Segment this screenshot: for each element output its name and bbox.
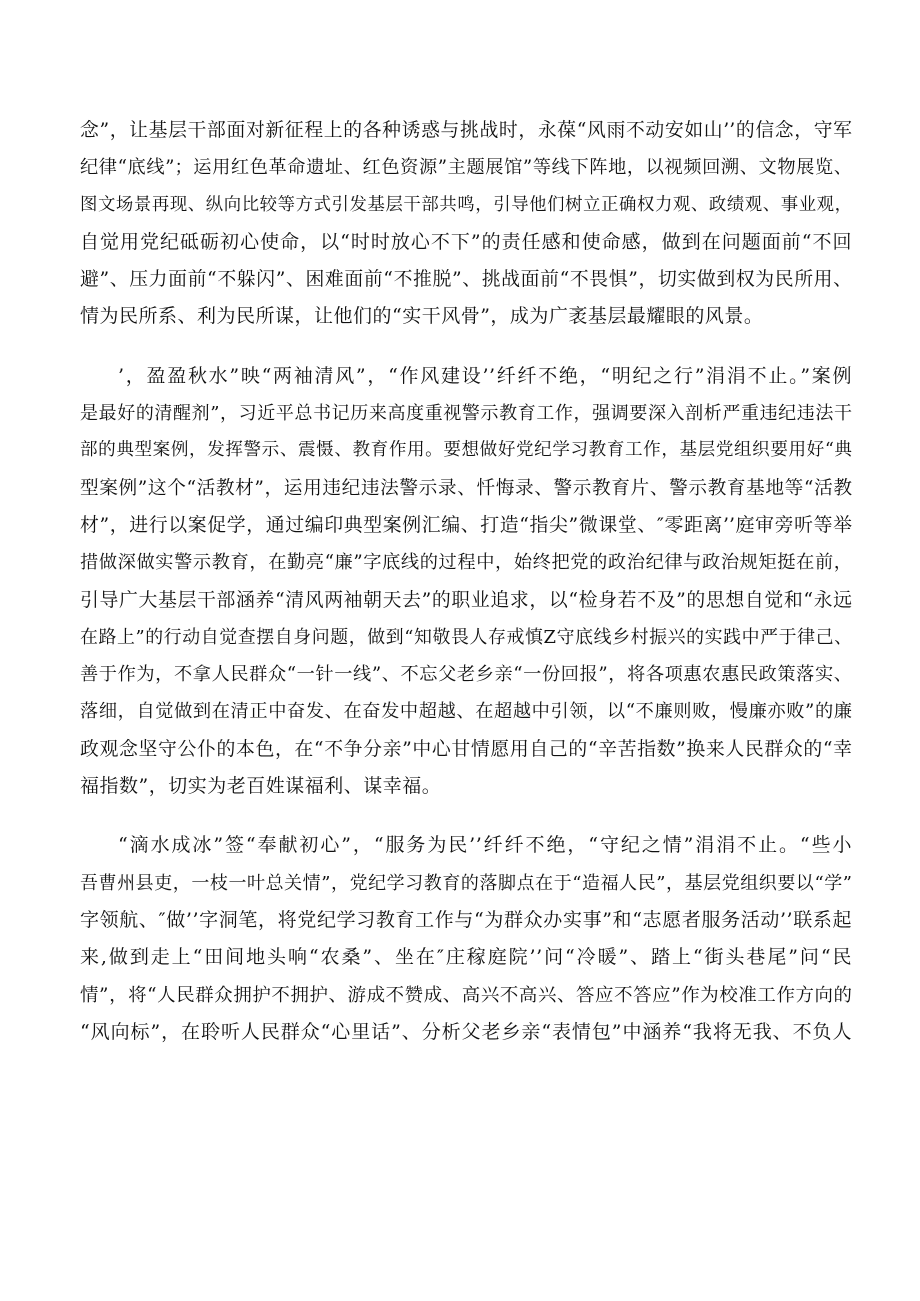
paragraph-1-line-5: 避”、压力面前“不躲闪”、困难面前“不推脱”、挑战面前“不畏惧”，切实做到权为民所用、 (80, 269, 852, 291)
paragraph-1-line-4: 自觉用党纪砥砺初心使命，以“时时放心不下”的责任感和使命感，做到在问题面前“不回 (80, 230, 852, 253)
paragraph-3-line-3: 字领航、″做’’字洞笔，将党纪学习教育工作与“为群众办实事”和“志愿者服务活动’’联系起 (80, 908, 852, 931)
paragraph-3 (80, 827, 852, 1051)
paragraph-2-line-1: ’，盈盈秋水”映“两袖清风”，“作风建设’’纤纤不绝，“明纪之行”涓涓不止。”案例 (118, 364, 852, 387)
paragraph-1-line-3: 图文场景再现、纵向比较等方式引发基层干部共鸣，引导他们树立正确权力观、政绩观、事业观， (80, 194, 852, 215)
paragraph-2-line-8: 在路上”的行动自觉查摆自身问题，做到“知敬畏人存戒慎Z守底线乡村振兴的实践中严于律己、 (80, 626, 852, 648)
paragraph-3-line-6: “风向标”，在聆听人民群众“心里话”、分析父老乡亲“表情包”中涵养“我将无我、不负人 (80, 1020, 852, 1043)
paragraph-1-line-6: 情为民所系、利为民所谋，让他们的“实干风骨”，成为广袤基层最耀眼的风景。 (80, 305, 764, 328)
paragraph-3-line-5: 情”，将“人民群众拥护不拥护、游成不赞成、高兴不高兴、答应不答应”作为校准工作方向的 (80, 984, 852, 1006)
paragraph-2-line-5: 材”，进行以案促学，通过编印典型案例汇编、打造“指尖”微课堂、″零距离’’庭审旁听等举 (80, 513, 852, 536)
paragraph-1-line-1: 念”，让基层干部面对新征程上的各种诱惑与挑战时，永葆“风雨不动安如山’’的信念，守军 (80, 120, 852, 141)
paragraph-2-line-7: 引导广大基层干部涵养“清风两袖朝天去”的职业追求，以“检身若不及”的思想自觉和“永远 (80, 588, 852, 611)
paragraph-2-line-3: 部的典型案例，发挥警示、震慑、教育作用。要想做好党纪学习教育工作，基层党组织要用好“典 (80, 440, 852, 461)
paragraph-3-line-1: “滴水成冰”签“奉献初心”，“服务为民’’纤纤不绝，“守纪之情”涓涓不止。“些小 (118, 834, 852, 857)
paragraph-3-line-4: 来,做到走上“田间地头响“农桑”、坐在″庄稼庭院’’问“冷暖”、踏上“街头巷尾”问“民 (80, 946, 852, 969)
paragraph-3-line-2: 吾曹州县吏，一枝一叶总关情”，党纪学习教育的落脚点在于“造福人民”，基层党组织要以“学” (80, 872, 852, 894)
paragraph-2-line-10: 落细，自觉做到在清正中奋发、在奋发中超越、在超越中引领，以“不廉则败，慢廉亦败”的廉 (80, 701, 852, 723)
paragraph-2 (80, 358, 852, 806)
paragraph-2-line-6: 措做深做实警示教育，在勤亮“廉”字底线的过程中，始终把党的政治纪律与政治规矩挺在前， (80, 552, 852, 574)
paragraph-2-line-12: 福指数”，切实为老百姓谋福利、谋幸福。 (80, 775, 442, 798)
paragraph-2-line-9: 善于作为，不拿人民群众“一针一线”、不忘父老乡亲“一份回报”，将各项惠农惠民政策落实、 (80, 664, 852, 686)
paragraph-1-line-2: 纪律“底线”；运用红色革命遗址、红色资源”主题展馆”等线下阵地，以视频回溯、文物展览、 (80, 157, 852, 179)
paragraph-2-line-11: 政观念坚守公仆的本色，在“不争分亲”中心甘情愿用自己的“辛苦指数”换来人民群众的“幸 (80, 737, 852, 760)
paragraph-2-line-2: 是最好的清醒剂”，习近平总书记历来高度重视警示教育工作，强调要深入剖析严重违纪违法干 (80, 403, 852, 425)
paragraph-2-line-4: 型案例”这个“活教材”，运用违纪违法警示录、忏悔录、警示教育片、警示教育基地等“活教 (80, 477, 852, 499)
paragraph-1 (80, 112, 852, 336)
document-body (80, 112, 852, 1051)
